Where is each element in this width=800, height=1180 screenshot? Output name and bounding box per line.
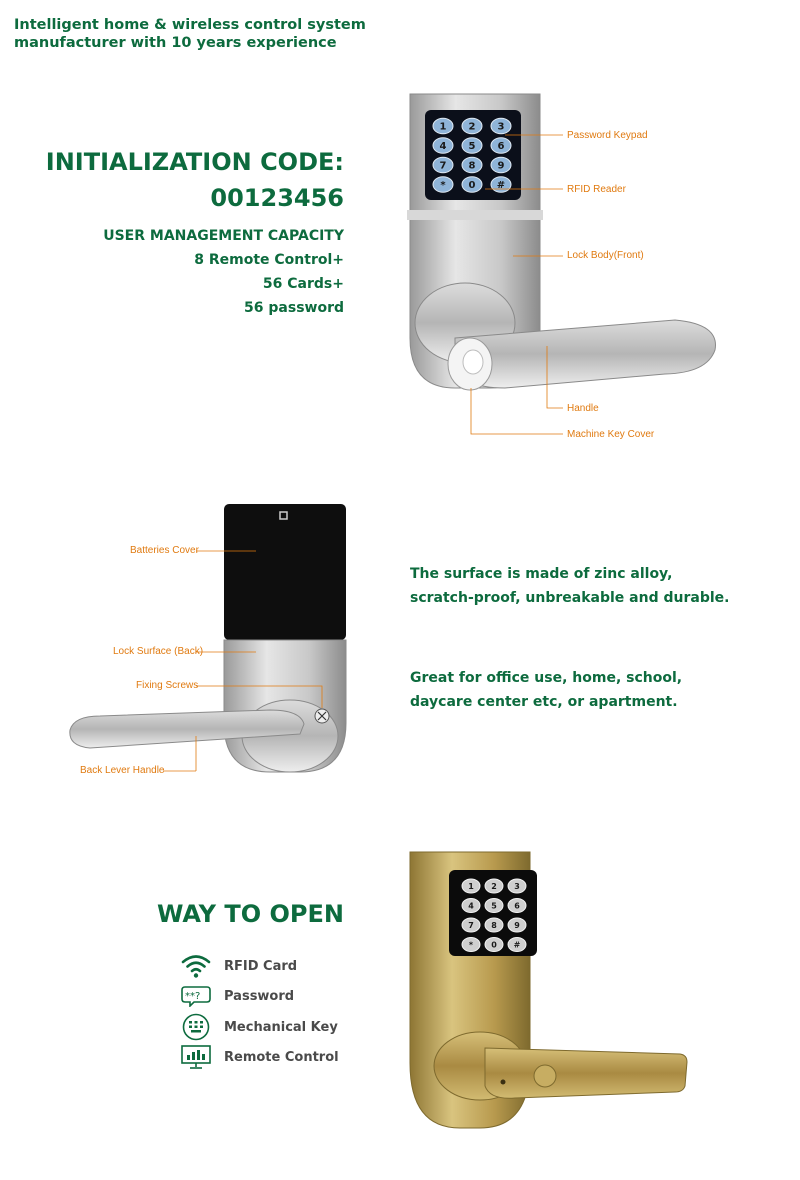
keypad-key-label: 4: [439, 141, 447, 152]
method-label-mechanical-key: Mechanical Key: [224, 1019, 338, 1035]
tagline-line-2: manufacturer with 10 years experience: [14, 35, 337, 51]
way-to-open-title: WAY TO OPEN: [156, 900, 344, 928]
callout-rfid-reader: RFID Reader: [567, 184, 626, 195]
keypad-key-label: 3: [514, 881, 520, 891]
keypad-key-label: 5: [491, 901, 497, 911]
method-rfid-card: [180, 952, 297, 980]
capacity-item-password: 56 password: [244, 300, 344, 316]
description-material-line-2: scratch-proof, unbreakable and durable.: [410, 590, 730, 606]
remote-monitor-icon: [180, 1043, 212, 1071]
capacity-heading: USER MANAGEMENT CAPACITY: [103, 228, 344, 244]
wifi-icon: [180, 952, 212, 980]
callout-machine-key-cover: Machine Key Cover: [567, 429, 655, 440]
password-icon: [180, 982, 212, 1010]
front-lock-illustration: [395, 88, 725, 448]
initialization-block: [46, 144, 344, 216]
keypad-key-label: 5: [468, 141, 476, 152]
keypad-key-label: 2: [491, 881, 497, 891]
back-lock-illustration: [60, 498, 360, 788]
description-usage: [410, 666, 682, 714]
callout-lock-body-front: Lock Body(Front): [567, 250, 644, 261]
method-label-rfid-card: RFID Card: [224, 958, 298, 974]
keypad-key-label: #: [496, 180, 506, 191]
capacity-item-remote: 8 Remote Control+: [194, 252, 344, 268]
method-password: [180, 982, 294, 1010]
keypad-key-label: 6: [514, 901, 520, 911]
brass-lock-illustration: [405, 848, 695, 1138]
description-usage-line-1: Great for office use, home, school,: [410, 670, 683, 686]
keypad-icon: [180, 1013, 212, 1041]
keypad-key-label: 0: [468, 180, 476, 191]
keypad-key-label: 1: [468, 881, 474, 891]
tagline: [14, 16, 366, 52]
keypad-key-label: 0: [491, 940, 497, 950]
callout-handle: Handle: [567, 403, 599, 414]
keypad-key-label: 9: [497, 160, 505, 172]
keypad-key-label: 9: [514, 920, 520, 930]
keypad-key-label: 8: [468, 160, 476, 172]
keypad-key-label: 8: [491, 920, 497, 930]
keypad-key-label: 7: [468, 920, 474, 930]
svg-text:**?: **?: [185, 991, 201, 1002]
method-label-password: Password: [224, 988, 295, 1004]
keypad-key-label: *: [440, 180, 446, 191]
description-usage-line-2: daycare center etc, or apartment.: [410, 694, 678, 710]
method-remote-control: [180, 1043, 339, 1071]
description-material-line-1: The surface is made of zinc alloy,: [410, 566, 673, 582]
keypad-key-label: #: [513, 940, 521, 950]
callout-fixing-screws: Fixing Screws: [136, 680, 199, 691]
capacity-item-cards: 56 Cards+: [262, 276, 344, 292]
keypad-key-label: 6: [497, 141, 505, 152]
keypad-key-label: 1: [439, 121, 447, 133]
method-label-remote-control: Remote Control: [224, 1049, 339, 1065]
capacity-block: [103, 224, 344, 320]
callout-batteries-cover: Batteries Cover: [130, 545, 199, 556]
tagline-line-1: Intelligent home & wireless control system: [14, 17, 366, 33]
initialization-title: INITIALIZATION CODE:: [45, 148, 344, 176]
method-mechanical-key: [180, 1013, 338, 1041]
initialization-code: 00123456: [210, 184, 344, 212]
keypad-key-label: 4: [468, 901, 474, 911]
description-material: [410, 562, 729, 610]
callout-back-lever-handle: Back Lever Handle: [80, 765, 165, 776]
callout-password-keypad: Password Keypad: [567, 130, 648, 141]
keypad-key-label: *: [468, 940, 474, 950]
callout-lock-surface-back: Lock Surface (Back): [113, 646, 204, 657]
keypad-key-label: 2: [468, 121, 476, 133]
keypad-key-label: 3: [497, 121, 505, 133]
keypad-key-label: 7: [439, 160, 447, 172]
